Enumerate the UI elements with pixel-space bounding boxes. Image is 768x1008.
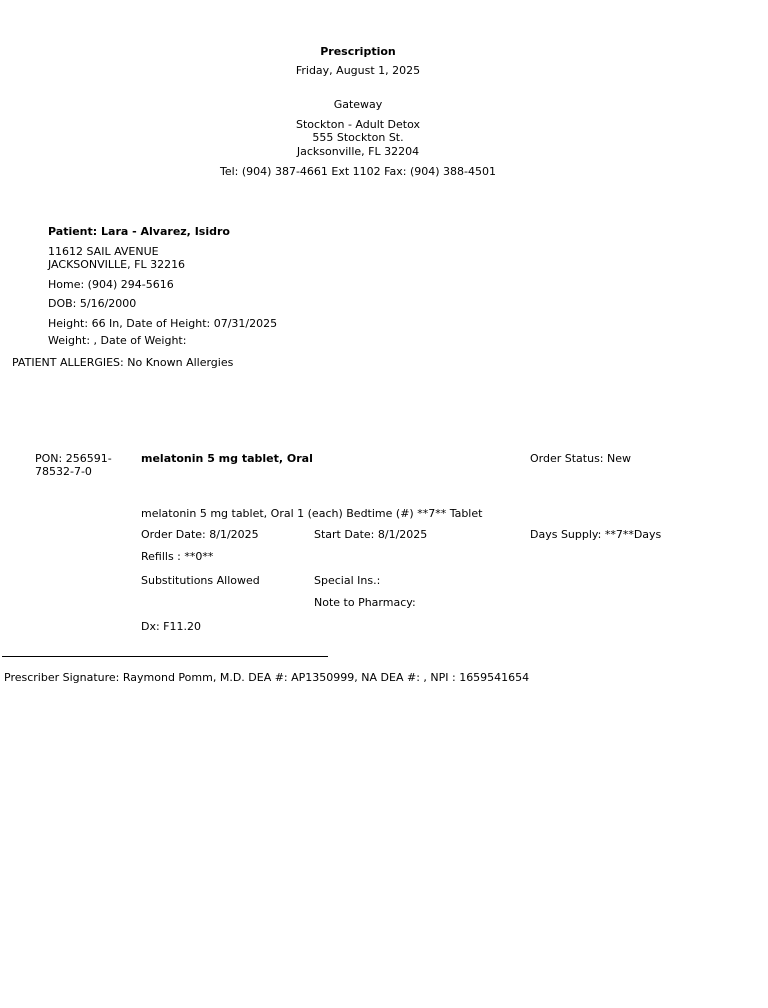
days-supply: Days Supply: **7**Days — [530, 528, 662, 541]
location-phone-fax: Tel: (904) 387-4661 Ext 1102 Fax: (904) 388-4501 — [220, 165, 496, 178]
patient-dob: DOB: 5/16/2000 — [48, 297, 137, 310]
document-title: Prescription — [320, 45, 396, 58]
substitutions: Substitutions Allowed — [141, 574, 260, 587]
patient-name: Lara - Alvarez, Isidro — [101, 225, 230, 238]
note-to-pharmacy: Note to Pharmacy: — [314, 596, 416, 609]
order-status: Order Status: New — [530, 452, 632, 465]
signature-rule — [2, 656, 328, 657]
refills: Refills : **0** — [141, 550, 214, 563]
location-address: 555 Stockton St. — [312, 131, 404, 144]
special-instructions: Special Ins.: — [314, 574, 381, 587]
patient-allergies: PATIENT ALLERGIES: No Known Allergies — [12, 356, 234, 369]
start-date: Start Date: 8/1/2025 — [314, 528, 428, 541]
facility-name: Gateway — [333, 98, 383, 111]
patient-label: Patient: — [48, 225, 98, 238]
prescriber-signature: Prescriber Signature: Raymond Pomm, M.D. DEA #: AP1350999, NA DEA #: , NPI : 1659541654 — [4, 671, 530, 684]
diagnosis-code: Dx: F11.20 — [141, 620, 202, 633]
order-pon-line2: 78532-7-0 — [35, 465, 92, 478]
patient-heading — [48, 225, 230, 238]
patient-weight: Weight: , Date of Weight: — [48, 334, 187, 347]
patient-height: Height: 66 In, Date of Height: 07/31/2025 — [48, 317, 278, 330]
patient-home-phone: Home: (904) 294-5616 — [48, 278, 174, 291]
order-sig: melatonin 5 mg tablet, Oral 1 (each) Bedtime (#) **7** Tablet — [141, 507, 483, 520]
order-date: Order Date: 8/1/2025 — [141, 528, 259, 541]
document-date: Friday, August 1, 2025 — [295, 64, 421, 77]
order-drug-name: melatonin 5 mg tablet, Oral — [141, 452, 313, 465]
patient-address-line1: 11612 SAIL AVENUE — [48, 245, 159, 258]
patient-address-line2: JACKSONVILLE, FL 32216 — [48, 258, 186, 271]
location-city-state-zip: Jacksonville, FL 32204 — [296, 145, 420, 158]
location-name: Stockton - Adult Detox — [295, 118, 421, 131]
order-pon-line1: PON: 256591- — [35, 452, 112, 465]
